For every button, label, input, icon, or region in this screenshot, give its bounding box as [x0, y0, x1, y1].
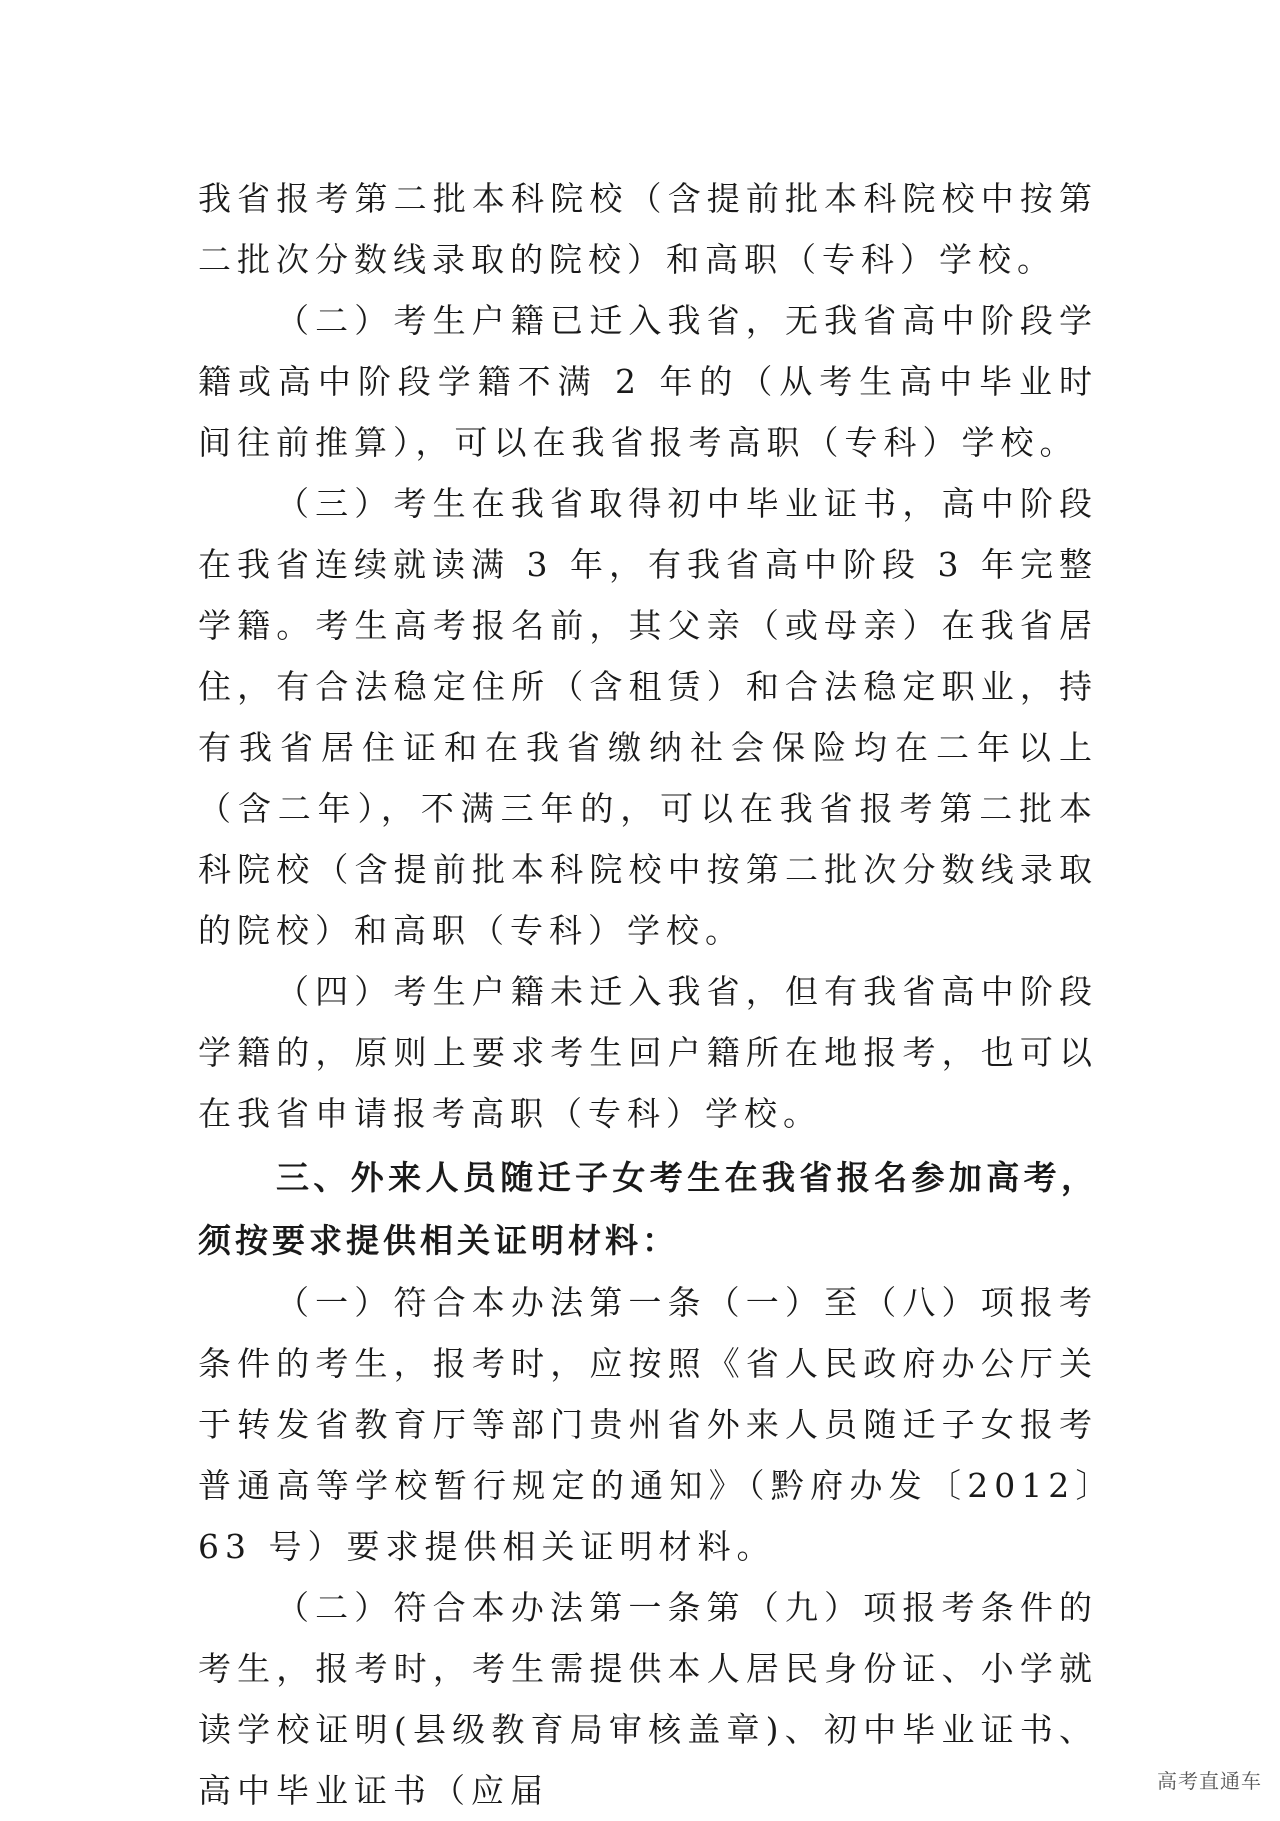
section-heading-3: 三、外来人员随迁子女考生在我省报名参加高考，须按要求提供相关证明材料：: [198, 1158, 1098, 1260]
paragraph-continuation: 我省报考第二批本科院校（含提前批本科院校中按第二批次分数线录取的院校）和高职（专科）学校。: [198, 179, 1098, 279]
document-body: [198, 168, 1098, 1821]
paragraph-3-item-1: （一）符合本办法第一条（一）至（八）项报考条件的考生，报考时，应按照《省人民政府办公厅关于转发省教育厅等部门贵州省外来人员随迁子女报考普通高等学校暂行规定的通知》（黔府办发〔2012〕63 号）要求提供相关证明材料。: [198, 1283, 1098, 1566]
paragraph-item-3: （三）考生在我省取得初中毕业证书，高中阶段在我省连续就读满 3 年，有我省高中阶段 3 年完整学籍。考生高考报名前，其父亲（或母亲）在我省居住，有合法稳定住所（含租赁）和合法稳定职业，持有我省居住证和在我省缴纳社会保险均在二年以上（含二年），不满三年的，可以在我省报考第二批本科院校（含提前批本科院校中按第二批次分数线录取的院校）和高职（专科）学校。: [198, 484, 1098, 950]
paragraph-item-2: （二）考生户籍已迁入我省，无我省高中阶段学籍或高中阶段学籍不满 2 年的（从考生高中毕业时间往前推算），可以在我省报考高职（专科）学校。: [198, 301, 1098, 462]
watermark-text: 高考直通车: [1157, 1769, 1262, 1793]
paragraph-3-item-2: （二）符合本办法第一条第（九）项报考条件的考生，报考时，考生需提供本人居民身份证、小学就读学校证明(县级教育局审核盖章)、初中毕业证书、高中毕业证书（应届: [198, 1588, 1098, 1810]
paragraph-item-4: （四）考生户籍未迁入我省，但有我省高中阶段学籍的，原则上要求考生回户籍所在地报考，也可以在我省申请报考高职（专科）学校。: [198, 972, 1098, 1133]
